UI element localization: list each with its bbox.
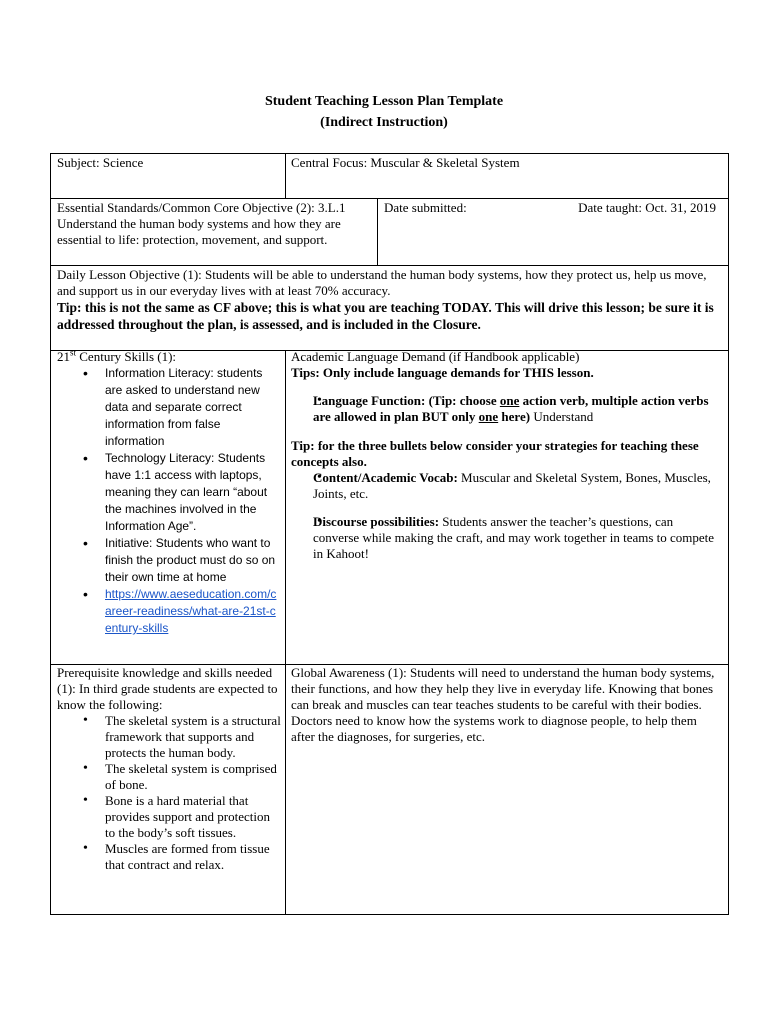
divider: [377, 198, 378, 266]
divider: [285, 664, 286, 915]
century-skills-heading: 21st Century Skills (1):: [57, 347, 177, 364]
bullets-tip: Tip: for the three bullets below consider your strategies for teaching these concepts also.: [291, 438, 699, 469]
daily-objective: Daily Lesson Objective (1): Students will be able to understand the human body systems, how they protect us, help us move, and support us in our everyday lives with at least 70% accuracy.: [57, 267, 707, 298]
century-skills-cell: [57, 349, 281, 637]
divider: [285, 350, 286, 665]
prerequisite-heading: Prerequisite knowledge and skills needed (1): In third grade students are expected to know the following:: [57, 665, 278, 712]
century-skills-link[interactable]: https://www.aeseducation.com/career-readiness/what-are-21st-century-skills: [105, 587, 277, 635]
list-item: • The skeletal system is a structural framework that supports and protects the human body.: [57, 713, 281, 761]
document-subtitle: (Indirect Instruction): [320, 115, 448, 130]
century-skills-list: [57, 365, 281, 637]
prerequisite-cell: [57, 665, 281, 873]
document-title: Student Teaching Lesson Plan Template: [264, 94, 504, 109]
discourse-item: • Discourse possibilities: Students answer the teacher’s questions, can converse while making the craft, and may work together in teams to compete in Kahoot!: [291, 514, 721, 562]
language-function-item: • Language Function: (Tip: choose one action verb, multiple action verbs are allowed in plan BUT only one here) Understand: [291, 393, 721, 425]
date-taught: Date taught: Oct. 31, 2019: [578, 200, 716, 215]
list-item: • The skeletal system is comprised of bone.: [57, 761, 281, 793]
objective-cell: Essential Standards/Common Core Objective (2): 3.L.1 Understand the human body systems and how they are essential to life: protection, movement, and support.: [57, 200, 346, 247]
vocab-item: • Content/Academic Vocab: Muscular and Skeletal System, Bones, Muscles, Joints, etc.: [291, 470, 721, 502]
daily-objective-text: [57, 267, 721, 333]
date-submitted: Date submitted:: [384, 200, 467, 215]
language-demand-cell: [291, 349, 721, 562]
language-heading: Academic Language Demand (if Handbook applicable): [291, 349, 580, 364]
list-item: • Technology Literacy: Students have 1:1 access with laptops, meaning they can learn “about the machines involved in the Information Age”.: [57, 450, 281, 535]
daily-objective-tip: Tip: this is not the same as CF above; this is what you are teaching TODAY. This will drive this lesson; be sure it is addressed throughout the plan, is assessed, and is included in the Closure.: [57, 300, 714, 332]
subject-cell: Subject: Science: [57, 155, 144, 170]
list-item: • Bone is a hard material that provides support and protection to the body’s soft tissues.: [57, 793, 281, 841]
language-function-list: [291, 393, 721, 425]
global-awareness-cell: Global Awareness (1): Students will need to understand the human body systems, their functions, and how they help they live in everyday life. Knowing that bones can break and muscles can tear teaches students to be careful with their bodies. Doctors need to know how the systems work to diagnose people, to help them after the diagnoses, for surgeries, etc.: [291, 665, 715, 744]
list-item: • Muscles are formed from tissue that contract and relax.: [57, 841, 281, 873]
list-item: • Information Literacy: students are asked to understand new data and separate correct information from false information: [57, 365, 281, 450]
central-focus-cell: Central Focus: Muscular & Skeletal System: [291, 155, 520, 170]
language-concepts-list: [291, 470, 721, 562]
list-item: • Initiative: Students who want to finish the product must do so on their own time at home: [57, 535, 281, 586]
divider: [285, 153, 286, 199]
prerequisite-list: [57, 713, 281, 873]
list-item: [57, 586, 281, 637]
language-tips: Tips: Only include language demands for THIS lesson.: [291, 365, 594, 380]
